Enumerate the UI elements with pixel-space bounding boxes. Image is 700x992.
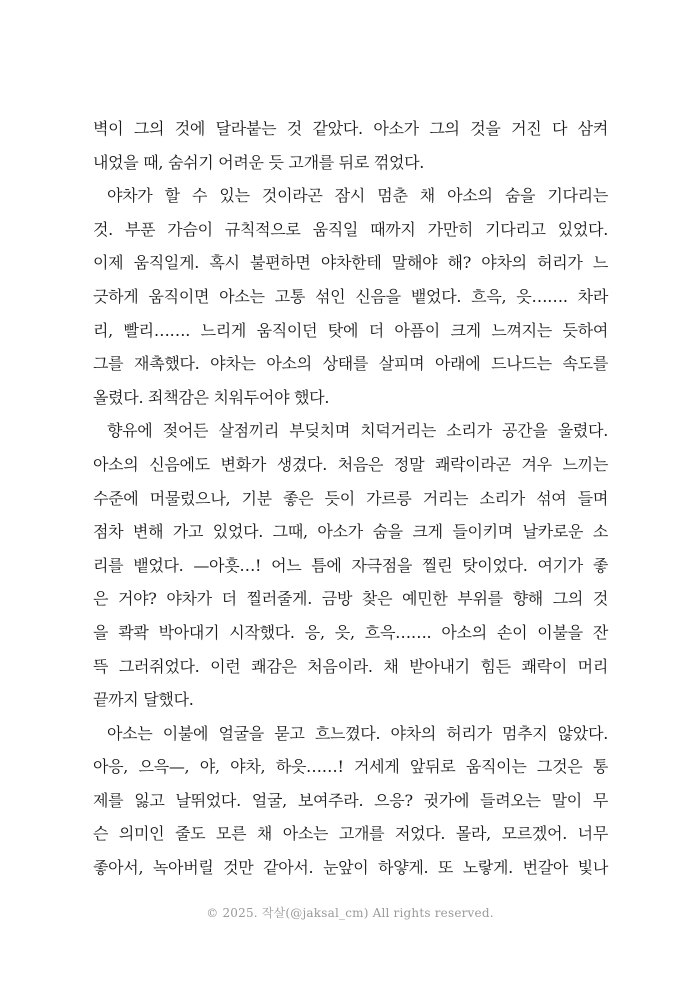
text-line: 향유에 젖어든 살점끼리 부딪치며 치덕거리는 소리가 공간을 울렸다. — [107, 421, 608, 441]
copyright-footer: © 2025. 작살(@jaksal_cm) All rights reserved. — [206, 906, 494, 920]
text-line: 점차 변해 가고 있었다. 그때, 아소가 숨을 크게 들이키며 날카로운 소 — [93, 522, 608, 542]
text-line: 것. 부푼 가슴이 규칙적으로 움직일 때까지 가만히 기다리고 있었다. — [93, 219, 608, 239]
text-line: 그를 재촉했다. 야차는 아소의 상태를 살피며 아래에 드나드는 속도를 — [93, 354, 608, 374]
text-line: 올렸다. 죄책감은 치워두어야 했다. — [93, 387, 330, 407]
text-line: 리, 빨리……. 느리게 움직이던 탓에 더 아픔이 크게 느껴지는 듯하여 — [93, 320, 608, 340]
text-line: 제를 잃고 날뛰었다. 얼굴, 보여주라. 으응? 귓가에 들려오는 말이 무 — [93, 790, 608, 810]
text-line: 아소는 이불에 얼굴을 묻고 흐느꼈다. 야차의 허리가 멈추지 않았다. — [107, 723, 608, 743]
text-line: 좋아서, 녹아버릴 것만 같아서. 눈앞이 하얗게. 또 노랗게. 번갈아 빛나 — [93, 858, 608, 878]
text-line: 아소의 신음에도 변화가 생겼다. 처음은 정말 쾌락이라곤 겨우 느끼는 — [93, 454, 608, 474]
text-line: 슨 의미인 줄도 모른 채 아소는 고개를 저었다. 몰라, 모르겠어. 너무 — [93, 824, 608, 844]
text-line: 이제 움직일게. 혹시 불편하면 야차한테 말해야 해? 야차의 허리가 느 — [93, 253, 608, 273]
text-line: 은 거야? 야차가 더 찔러줄게. 금방 찾은 예민한 부위를 향해 그의 것 — [93, 589, 608, 609]
text-line: 끝까지 달했다. — [93, 690, 194, 710]
text-line: 야차가 할 수 있는 것이라곤 잠시 멈춘 채 아소의 숨을 기다리는 — [107, 186, 608, 206]
text-line: 리를 뱉었다. —아흣…! 어느 틈에 자극점을 찔린 탓이었다. 여기가 좋 — [93, 555, 608, 575]
text-line: 긋하게 움직이면 아소는 고통 섞인 신음을 뱉었다. 흐윽, 읏……. 차라 — [93, 286, 608, 306]
text-line: 아응, 으윽—, 야, 야차, 하읏……! 거세게 앞뒤로 움직이는 그것은 통 — [93, 757, 608, 777]
text-line: 뜩 그러쥐었다. 이런 쾌감은 처음이라. 채 받아내기 힘든 쾌락이 머리 — [93, 656, 608, 676]
text-line: 을 콱콱 박아대기 시작했다. 응, 읏, 흐윽……. 아소의 손이 이불을 잔 — [93, 622, 608, 642]
text-line: 내었을 때, 숨쉬기 어려운 듯 고개를 뒤로 꺾었다. — [93, 152, 425, 172]
text-line: 수준에 머물렀으나, 기분 좋은 듯이 가르릉 거리는 소리가 섞여 들며 — [93, 488, 608, 508]
body-text — [93, 112, 608, 885]
text-line: 벽이 그의 것에 달라붙는 것 같았다. 아소가 그의 것을 거진 다 삼켜 — [93, 119, 608, 138]
